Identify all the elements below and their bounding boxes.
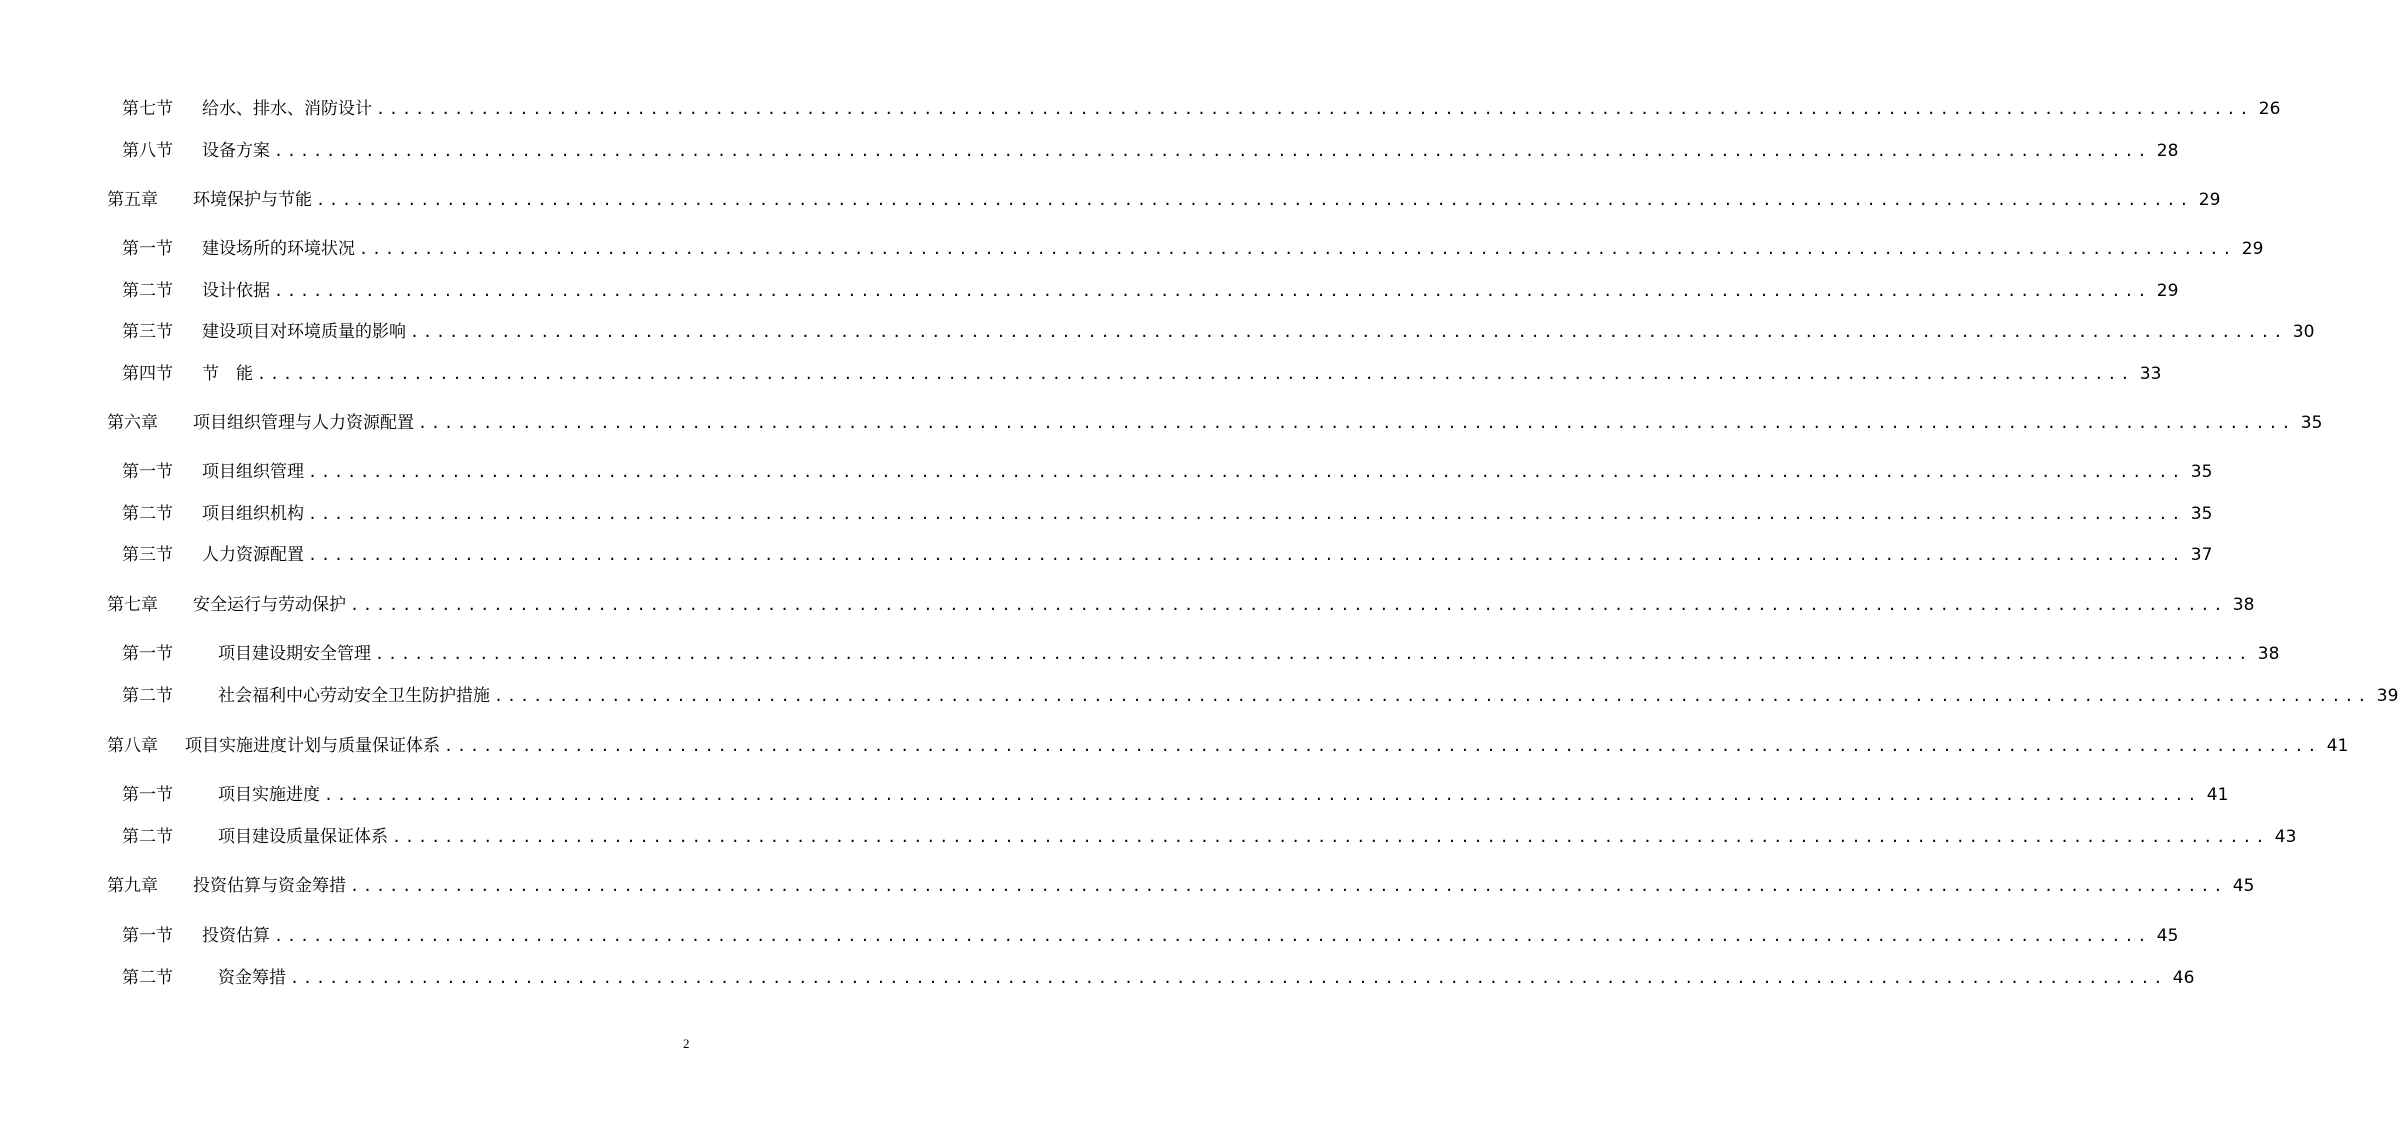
toc-entry[interactable] [0,823,2297,851]
toc-entry-label: 第六章 [107,413,158,433]
toc-entry-label: 第二节 [122,686,173,706]
toc-entry[interactable] [0,541,2213,569]
dot-leader [308,541,2184,569]
toc-entry-title: 给水、排水、消防设计 [202,99,372,119]
toc-entry-title: 节 能 [202,364,253,384]
toc-entry-page: 33 [2139,364,2162,384]
toc-entry-label: 第四节 [122,364,173,384]
dot-leader [418,409,2294,437]
toc-entry-title: 设计依据 [202,281,270,301]
dot-leader [376,95,2252,123]
dot-leader [274,277,2150,305]
toc-entry[interactable] [0,732,2349,760]
toc-entry-title: 项目建设期安全管理 [218,644,371,664]
toc-entry-page: 28 [2156,141,2179,161]
toc-entry-label: 第五章 [107,190,158,210]
toc-entry-label: 第九章 [107,876,158,896]
toc-entry-label: 第二节 [122,504,173,524]
toc-entry[interactable] [0,922,2179,950]
toc-entry[interactable] [0,682,2398,710]
toc-entry[interactable] [0,95,2281,123]
dot-leader [444,732,2320,760]
toc-entry-page: 35 [2190,504,2213,524]
toc-entry-page: 45 [2156,926,2179,946]
toc-entry-title: 项目实施进度计划与质量保证体系 [185,736,440,756]
dot-leader [308,500,2184,528]
dot-leader [290,964,2166,992]
dot-leader [257,360,2133,388]
dot-leader [316,186,2192,214]
toc-entry-label: 第二节 [122,281,173,301]
toc-entry-page: 35 [2190,462,2213,482]
toc-entry-label: 第八章 [107,736,158,756]
toc-entry[interactable] [0,137,2179,165]
toc-entry-label: 第二节 [122,968,173,988]
toc-entry[interactable] [0,964,2195,992]
toc-entry-title: 项目组织管理 [202,462,304,482]
toc-entry[interactable] [0,360,2162,388]
toc-entry-label: 第二节 [122,827,173,847]
toc-entry[interactable] [0,640,2280,668]
toc-entry-title: 投资估算与资金筹措 [193,876,346,896]
toc-entry-page: 41 [2326,736,2349,756]
dot-leader [375,640,2251,668]
toc-entry-title: 资金筹措 [218,968,286,988]
toc-entry-page: 45 [2232,876,2255,896]
toc-entry-page: 43 [2274,827,2297,847]
toc-entry-label: 第一节 [122,644,173,664]
toc-entry-title: 建设场所的环境状况 [202,239,355,259]
toc-entry-label: 第一节 [122,462,173,482]
toc-entry[interactable] [0,186,2221,214]
toc-entry-page: 39 [2376,686,2398,706]
toc-entry[interactable] [0,277,2179,305]
toc-entry-page: 38 [2232,595,2255,615]
dot-leader [324,781,2200,809]
toc-entry-title: 项目组织管理与人力资源配置 [193,413,414,433]
toc-entry-title: 安全运行与劳动保护 [193,595,346,615]
toc-entry-label: 第八节 [122,141,173,161]
toc-entry-label: 第一节 [122,785,173,805]
toc-entry-title: 建设项目对环境质量的影响 [202,322,406,342]
page-number: 2 [683,1036,690,1051]
toc-entry-label: 第七节 [122,99,173,119]
toc-entry-page: 26 [2258,99,2281,119]
toc-entry-page: 41 [2206,785,2229,805]
toc-entry-title: 设备方案 [202,141,270,161]
dot-leader [274,922,2150,950]
dot-leader [410,318,2286,346]
toc-entry[interactable] [0,781,2229,809]
toc-entry[interactable] [0,591,2255,619]
toc-entry[interactable] [0,458,2213,486]
dot-leader [359,235,2235,263]
toc-entry[interactable] [0,500,2213,528]
dot-leader [494,682,2370,710]
toc-entry-page: 37 [2190,545,2213,565]
toc-entry-page: 46 [2172,968,2195,988]
toc-entry-page: 29 [2198,190,2221,210]
toc-entry-title: 社会福利中心劳动安全卫生防护措施 [218,686,490,706]
dot-leader [274,137,2150,165]
toc-entry-page: 29 [2241,239,2264,259]
toc-entry-label: 第七章 [107,595,158,615]
toc-entry-page: 30 [2292,322,2315,342]
toc-entry-label: 第一节 [122,239,173,259]
toc-entry-page: 35 [2300,413,2323,433]
toc-entry[interactable] [0,318,2315,346]
toc-entry-title: 项目组织机构 [202,504,304,524]
toc-entry-label: 第三节 [122,545,173,565]
toc-entry-label: 第一节 [122,926,173,946]
dot-leader [350,591,2226,619]
toc-entry[interactable] [0,872,2255,900]
toc-entry-page: 29 [2156,281,2179,301]
toc-entry-title: 投资估算 [202,926,270,946]
dot-leader [308,458,2184,486]
toc-entry-title: 环境保护与节能 [193,190,312,210]
toc-entry-title: 项目实施进度 [218,785,320,805]
toc-entry-title: 人力资源配置 [202,545,304,565]
dot-leader [392,823,2268,851]
toc-entry-page: 38 [2257,644,2280,664]
toc-entry[interactable] [0,409,2323,437]
toc-entry-label: 第三节 [122,322,173,342]
toc-entry[interactable] [0,235,2264,263]
dot-leader [350,872,2226,900]
toc-entry-title: 项目建设质量保证体系 [218,827,388,847]
